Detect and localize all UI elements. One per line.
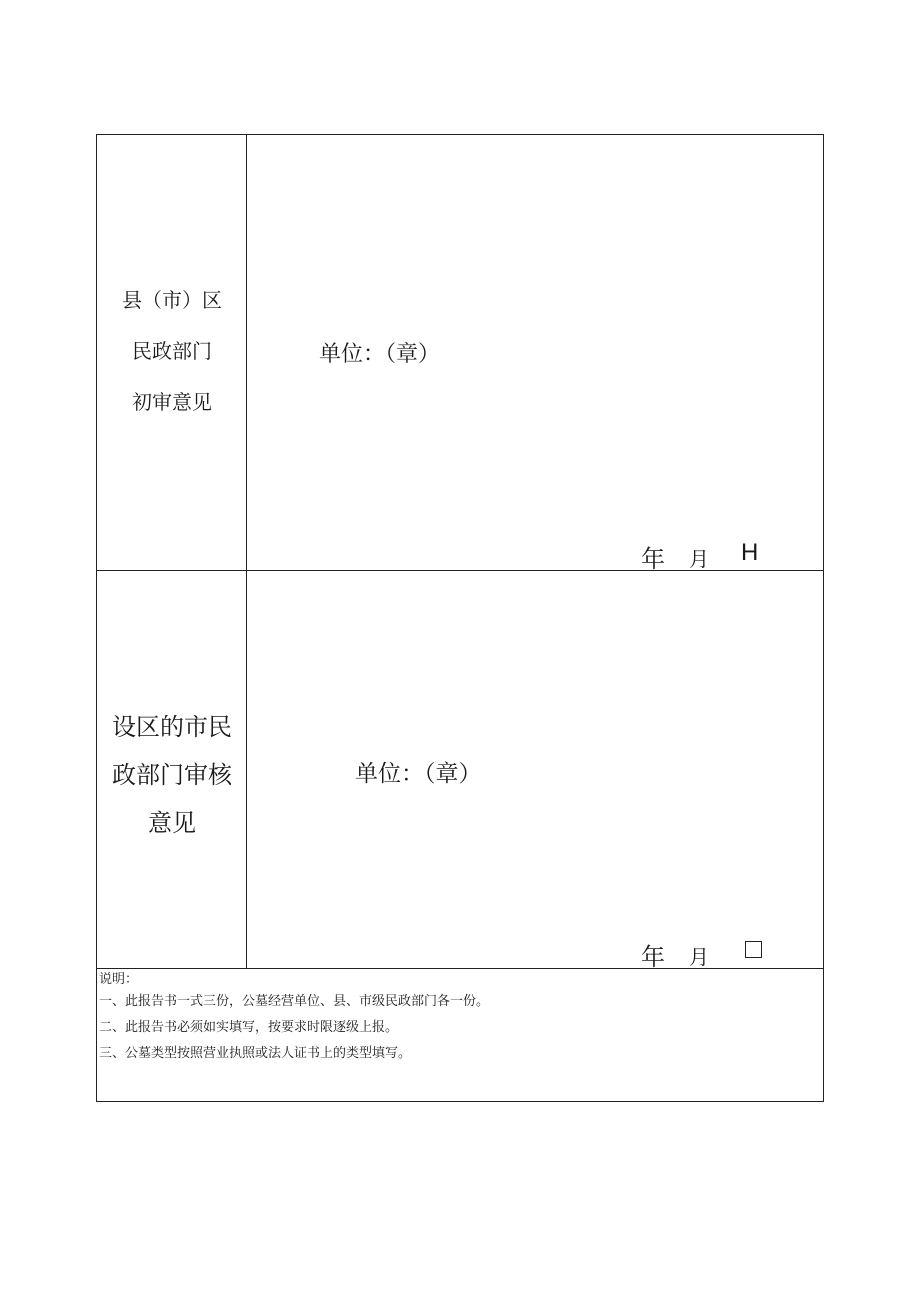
city-date-year: 年 (641, 943, 665, 971)
city-review-label-line-3: 意见 (148, 809, 196, 837)
city-unit-seal-label: 单位：（章） (355, 761, 482, 787)
county-review-label-line-2: 民政部门 (132, 339, 212, 363)
county-review-label-line-3: 初审意见 (132, 390, 212, 414)
city-date-month: 月 (689, 945, 709, 969)
county-review-label (97, 275, 247, 428)
city-review-label (97, 703, 247, 847)
notes-section (99, 971, 489, 1067)
notes-title: 说明： (99, 972, 139, 987)
county-date-day: H (741, 539, 759, 566)
review-opinion-form (96, 134, 824, 1102)
empty-box-icon (745, 941, 762, 958)
county-unit-seal-label: 单位：（章） (319, 342, 441, 367)
notes-item-2: 二、此报告书必须如实填写，按要求时限逐级上报。 (99, 1020, 399, 1035)
county-date-month: 月 (689, 547, 709, 571)
notes-item-3: 三、公墓类型按照营业执照或法人证书上的类型填写。 (99, 1046, 412, 1061)
county-date-year: 年 (641, 545, 665, 573)
city-review-label-line-2: 政部门审核 (112, 761, 232, 789)
city-review-label-line-1: 设区的市民 (112, 713, 232, 741)
notes-item-1: 一、此报告书一式三份，公墓经营单位、县、市级民政部门各一份。 (99, 994, 490, 1009)
city-review-content-cell[interactable] (247, 571, 823, 968)
county-review-label-line-1: 县（市）区 (122, 288, 222, 312)
